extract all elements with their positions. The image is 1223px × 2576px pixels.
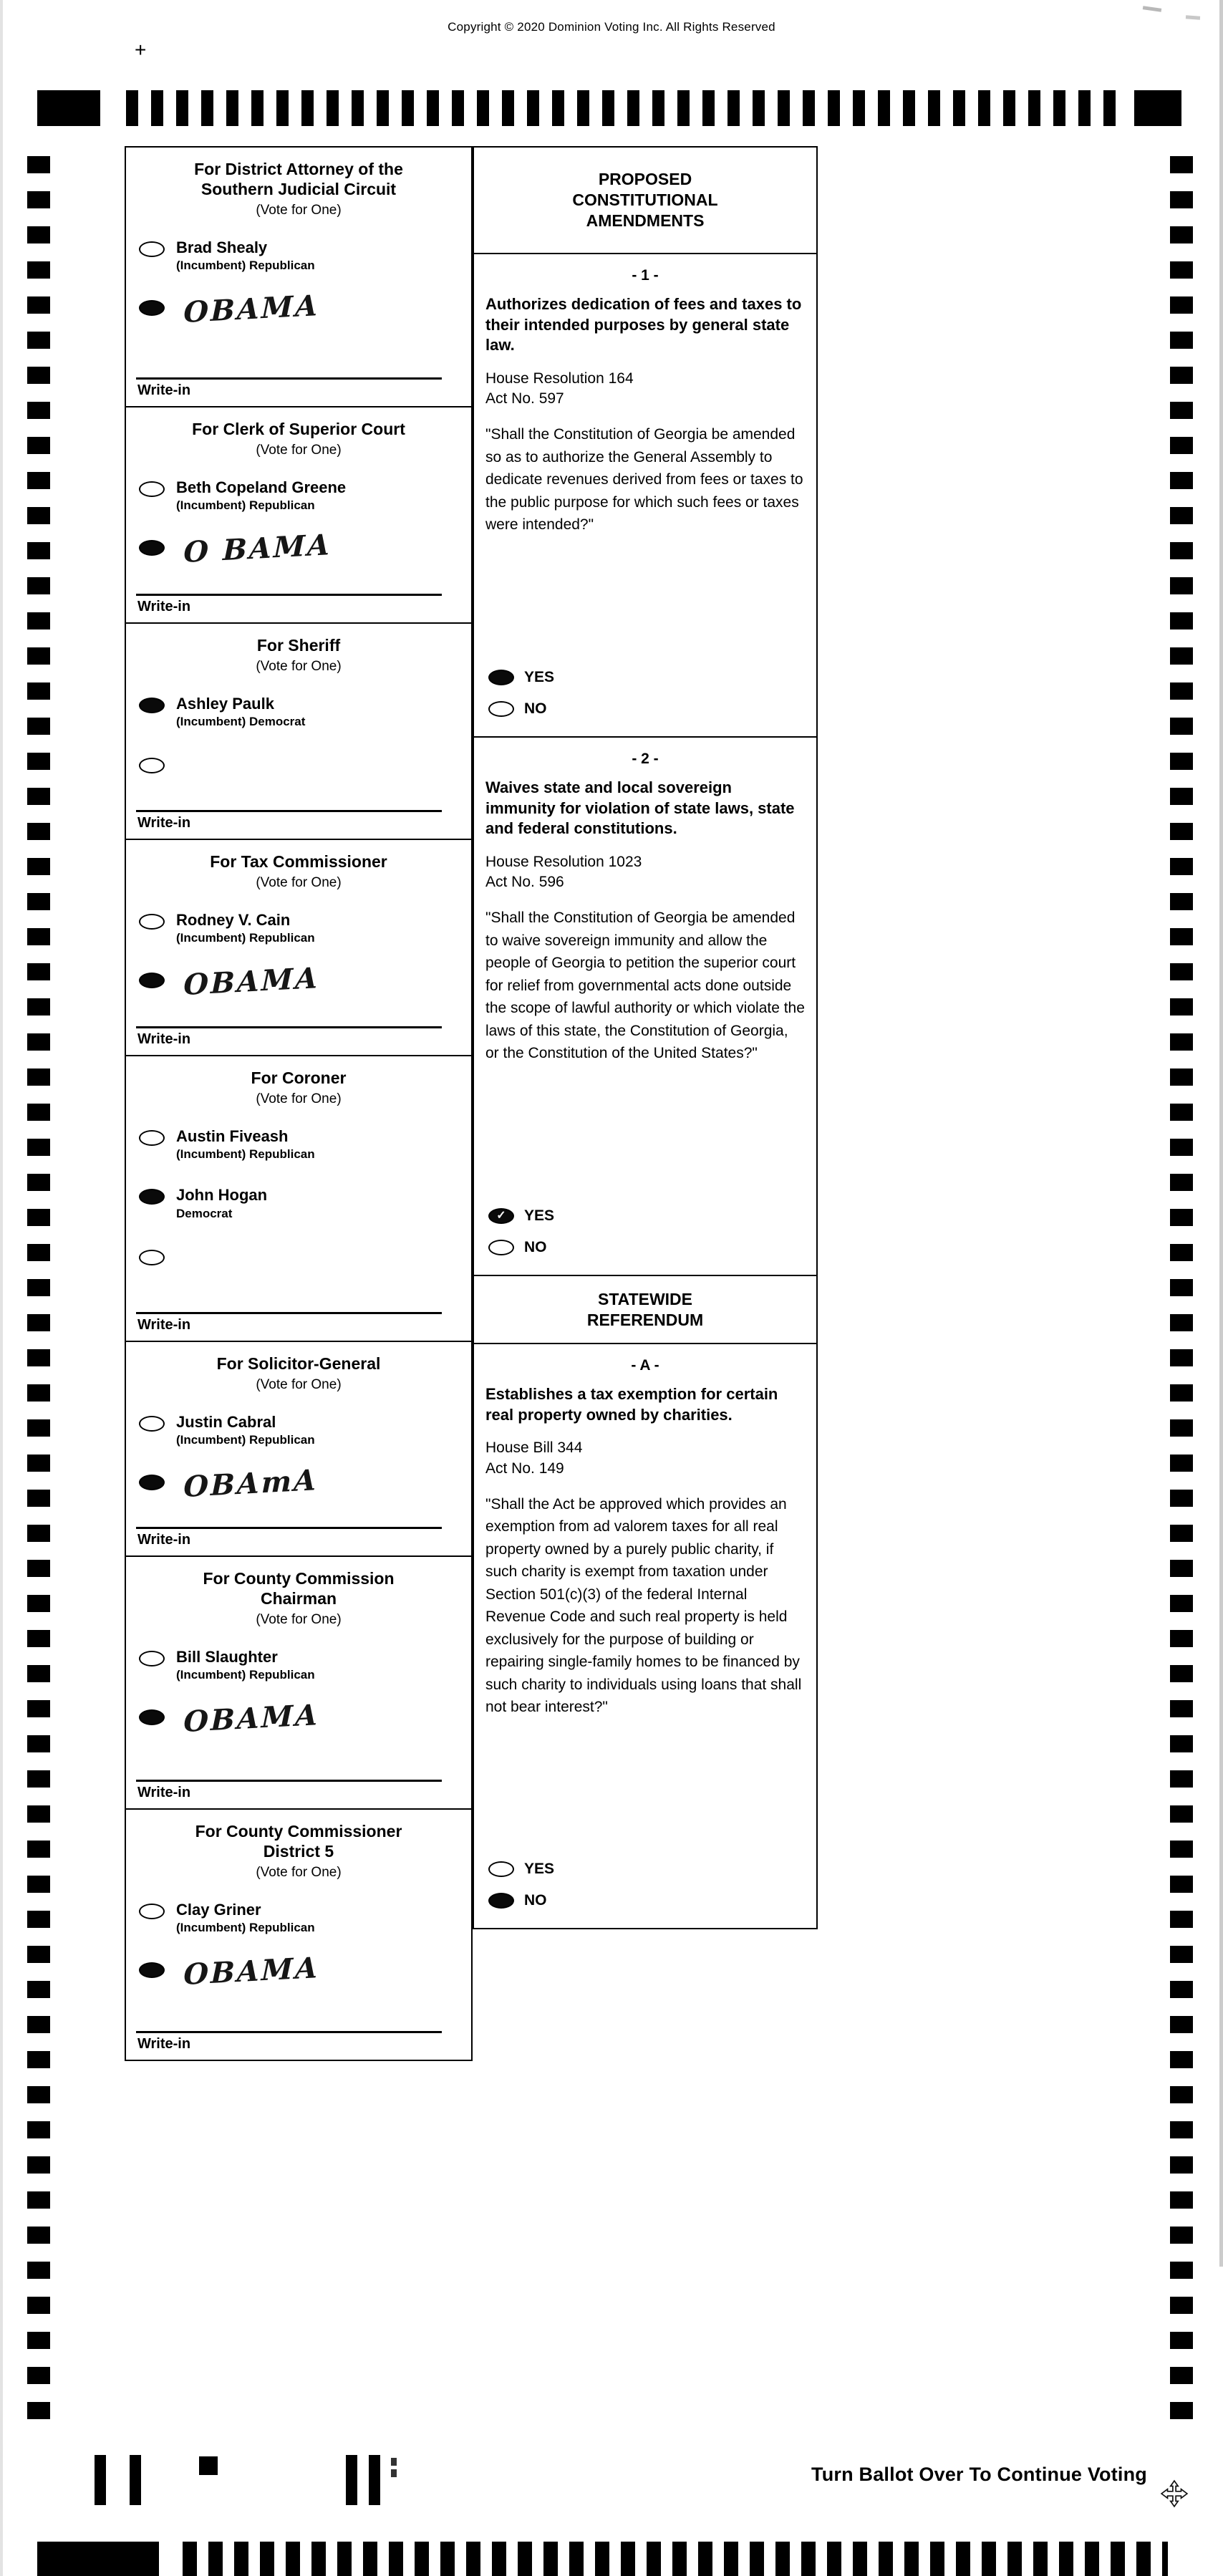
registration-crosshair-icon <box>1160 2479 1189 2508</box>
writein-label: Write-in <box>137 382 191 398</box>
candidate-row <box>136 695 461 729</box>
no-choice-row <box>485 700 805 718</box>
measure-ref-line: Act No. 149 <box>485 1460 564 1477</box>
vote-oval[interactable] <box>139 1904 165 1919</box>
measures-column <box>473 146 818 1929</box>
measure-question: "Shall the Act be approved which provides an exemption from ad valorem taxes for all real property owned by a purely public charity, if such charity is exempt from taxation under Section 501(c)(3) of the federal Internal Revenue Code and such real property is held exclusively for the purpose of building or repairing single-family homes to be financed by such charity to individuals using loans that shall not bear interest?" <box>485 1495 802 1716</box>
yes-label: YES <box>524 1861 555 1877</box>
candidate-name: Brad Shealy <box>176 238 268 257</box>
writein-vote-row <box>136 1951 461 1992</box>
vote-oval[interactable] <box>139 241 165 257</box>
vote-oval[interactable] <box>139 1250 165 1265</box>
contest-clerk-superior-court <box>126 407 471 624</box>
turn-ballot-over-text: Turn Ballot Over To Continue Voting <box>811 2464 1147 2485</box>
writein-label: Write-in <box>137 815 191 831</box>
yes-oval-checkmark[interactable] <box>488 1208 514 1224</box>
contest-title: For County Commission Chairman <box>203 1569 395 1608</box>
writein-label: Write-in <box>137 1031 191 1047</box>
contest-title: For County Commissioner District 5 <box>195 1822 402 1861</box>
scan-edge-artifact <box>1219 0 1223 2267</box>
scan-smudge <box>1143 6 1161 12</box>
measure-amendment-1 <box>474 254 816 738</box>
writein-label: Write-in <box>137 1785 191 1800</box>
contest-title: For District Attorney of the Southern Judicial Circuit <box>194 160 403 199</box>
vote-oval-filled[interactable] <box>139 540 165 556</box>
contest-title: For Coroner <box>251 1068 347 1087</box>
writein-vote-row <box>136 528 461 570</box>
measure-ref-line: House Bill 344 <box>485 1439 583 1457</box>
measure-summary: Establishes a tax exemption for certain real property owned by charities. <box>485 1385 778 1424</box>
writein-vote-row <box>136 961 461 1003</box>
measure-number: - A - <box>631 1357 659 1374</box>
no-oval[interactable] <box>488 1240 514 1255</box>
candidate-name: Beth Copeland Greene <box>176 478 347 497</box>
timing-block-left <box>37 90 100 126</box>
contest-tax-commissioner <box>126 840 471 1056</box>
writein-vote-row <box>136 1463 461 1505</box>
contest-instruction: (Vote for One) <box>256 203 342 218</box>
contest-instruction: (Vote for One) <box>256 443 342 458</box>
contest-instruction: (Vote for One) <box>256 1377 342 1393</box>
yes-oval-filled[interactable] <box>488 670 514 685</box>
bottom-timing-bar <box>346 2455 357 2505</box>
measure-choices <box>485 1846 805 1918</box>
yes-label: YES <box>524 669 555 685</box>
handwritten-writein: OBAMA <box>183 1951 320 1992</box>
handwritten-writein: O BAMA <box>183 528 332 570</box>
measure-amendment-2 <box>474 738 816 1276</box>
candidate-name: Austin Fiveash <box>176 1127 289 1146</box>
no-choice-row <box>485 1239 805 1256</box>
vote-oval[interactable] <box>139 1130 165 1146</box>
handwritten-writein: OBAMA <box>183 289 320 330</box>
vote-oval[interactable] <box>139 481 165 497</box>
bottom-tick-mark <box>391 2469 397 2477</box>
candidate-party: (Incumbent) Republican <box>176 259 315 273</box>
empty-writein-row <box>136 1247 461 1265</box>
bottom-timing-bar <box>130 2455 141 2505</box>
writein-vote-row <box>136 289 461 330</box>
contest-county-commissioner-district-5 <box>126 1810 471 2060</box>
bottom-timing-bar <box>369 2455 380 2505</box>
writein-label: Write-in <box>137 1532 191 1548</box>
writein-label: Write-in <box>137 1317 191 1333</box>
empty-writein-row <box>136 755 461 773</box>
bottom-timing-bar <box>95 2455 106 2505</box>
timing-block-left <box>37 2542 159 2576</box>
candidate-party: (Incumbent) Republican <box>176 1921 315 1935</box>
candidate-row <box>136 1413 461 1447</box>
vote-oval[interactable] <box>139 1416 165 1432</box>
measure-question: "Shall the Constitution of Georgia be amended to waive sovereign immunity and allow the people of Georgia to petition the superior court for relief from governmental acts done outside the scope of lawful authority or which violate the laws of this state, the Constitution of Georgia, or the Constitution of the United States?" <box>485 910 805 1062</box>
timing-marks-left-column <box>27 156 50 2431</box>
writein-vote-row <box>136 1698 461 1740</box>
measure-ref-line: House Resolution 164 <box>485 370 634 387</box>
yes-choice-row <box>485 1207 805 1225</box>
copyright-line: Copyright © 2020 Dominion Voting Inc. All Rights Reserved <box>448 20 775 34</box>
measure-question: "Shall the Constitution of Georgia be amended so as to authorize the General Assembly to dedicate revenues derived from fees or taxes to the public purpose for which such fees or taxes were intended?" <box>485 426 803 534</box>
timing-bars <box>183 2542 1168 2576</box>
no-oval[interactable] <box>488 701 514 717</box>
measure-summary: Waives state and local sovereign immunity for violation of state laws, state and federal constitutions. <box>485 778 795 838</box>
measure-ref-line: Act No. 596 <box>485 874 564 891</box>
measure-summary: Authorizes dedication of fees and taxes to their intended purposes by general state law. <box>485 295 802 354</box>
candidate-party: (Incumbent) Republican <box>176 1147 315 1162</box>
contest-title: For Tax Commissioner <box>210 852 387 871</box>
timing-bars <box>126 90 1117 126</box>
no-label: NO <box>524 1892 547 1909</box>
registration-plus-mark: + <box>135 39 147 61</box>
vote-oval-filled[interactable] <box>139 973 165 988</box>
no-label: NO <box>524 700 547 717</box>
timing-marks-right-column <box>1170 156 1193 2431</box>
timing-block-right <box>1134 90 1181 126</box>
vote-oval-filled[interactable] <box>139 1709 165 1725</box>
measure-referendum-a <box>474 1344 816 1928</box>
handwritten-writein: OBAMA <box>183 961 320 1003</box>
candidate-party: (Incumbent) Republican <box>176 931 315 945</box>
yes-choice-row <box>485 669 805 686</box>
vote-oval[interactable] <box>139 1651 165 1666</box>
contest-instruction: (Vote for One) <box>256 875 342 891</box>
bottom-timing-square <box>199 2456 218 2475</box>
bottom-tick-mark <box>391 2458 397 2466</box>
no-choice-row <box>485 1892 805 1909</box>
candidate-name: Justin Cabral <box>176 1413 276 1432</box>
contest-column <box>125 146 473 2061</box>
vote-oval-filled[interactable] <box>139 300 165 316</box>
candidate-row <box>136 1127 461 1162</box>
measure-choices <box>485 655 805 726</box>
amendments-header-text: PROPOSED CONSTITUTIONAL AMENDMENTS <box>572 170 718 230</box>
no-label: NO <box>524 1239 547 1255</box>
contest-title: For Sheriff <box>256 636 341 655</box>
vote-oval-filled[interactable] <box>139 1475 165 1490</box>
referendum-header-text: STATEWIDE REFERENDUM <box>586 1289 704 1329</box>
contest-instruction: (Vote for One) <box>256 1091 342 1107</box>
contest-sheriff <box>126 624 471 840</box>
measure-choices <box>485 1193 805 1265</box>
candidate-row <box>136 1901 461 1935</box>
vote-oval-filled[interactable] <box>139 1189 165 1205</box>
timing-marks-bottom <box>0 2542 1223 2576</box>
contest-instruction: (Vote for One) <box>256 659 342 675</box>
measure-ref-line: Act No. 597 <box>485 390 564 407</box>
measure-number: - 1 - <box>632 267 659 284</box>
contest-title: For Clerk of Superior Court <box>192 420 405 438</box>
timing-marks-top <box>0 90 1223 126</box>
scan-edge-artifact <box>0 0 3 2576</box>
vote-oval[interactable] <box>139 758 165 773</box>
vote-oval[interactable] <box>139 914 165 930</box>
amendments-header <box>474 148 816 254</box>
candidate-row <box>136 1648 461 1682</box>
contest-solicitor-general <box>126 1342 471 1557</box>
contest-instruction: (Vote for One) <box>256 1865 342 1881</box>
candidate-row <box>136 911 461 945</box>
vote-oval-filled[interactable] <box>139 1962 165 1978</box>
contest-instruction: (Vote for One) <box>256 1612 342 1628</box>
candidate-name: Ashley Paulk <box>176 695 274 713</box>
measure-number: - 2 - <box>632 751 659 767</box>
contest-coroner <box>126 1056 471 1342</box>
referendum-header <box>474 1276 816 1344</box>
vote-oval-filled[interactable] <box>139 698 165 713</box>
candidate-row <box>136 478 461 513</box>
candidate-row <box>136 238 461 273</box>
writein-label: Write-in <box>137 2036 191 2052</box>
scan-smudge <box>1186 15 1200 19</box>
candidate-party: (Incumbent) Democrat <box>176 715 306 729</box>
yes-oval[interactable] <box>488 1861 514 1877</box>
candidate-name: Rodney V. Cain <box>176 911 291 930</box>
contest-title: For Solicitor-General <box>216 1354 381 1373</box>
candidate-party: (Incumbent) Republican <box>176 498 315 513</box>
measure-ref-line: House Resolution 1023 <box>485 853 642 870</box>
writein-label: Write-in <box>137 599 191 614</box>
contest-county-commission-chairman <box>126 1557 471 1810</box>
candidate-name: Clay Griner <box>176 1901 261 1919</box>
yes-label: YES <box>524 1207 555 1224</box>
candidate-party: (Incumbent) Republican <box>176 1668 315 1682</box>
handwritten-writein: OBAMA <box>183 1698 320 1740</box>
candidate-party: (Incumbent) Republican <box>176 1433 315 1447</box>
yes-choice-row <box>485 1861 805 1878</box>
handwritten-writein: OBAmA <box>183 1463 319 1505</box>
candidate-name: Bill Slaughter <box>176 1648 278 1666</box>
candidate-name: John Hogan <box>176 1186 268 1205</box>
contest-district-attorney <box>126 148 471 407</box>
candidate-row <box>136 1186 461 1220</box>
candidate-party: Democrat <box>176 1206 233 1220</box>
no-oval-filled[interactable] <box>488 1893 514 1909</box>
